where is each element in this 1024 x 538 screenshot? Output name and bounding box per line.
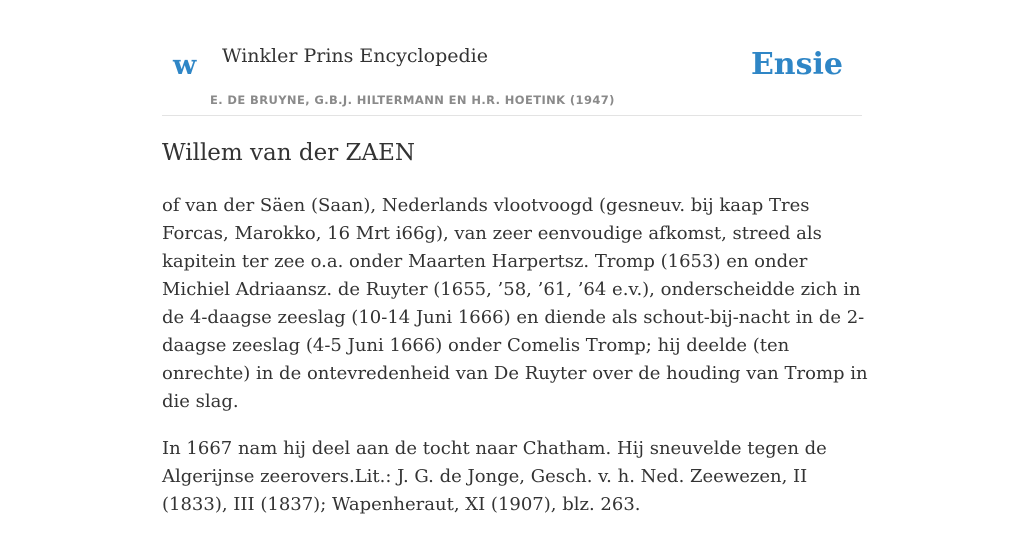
entry-paragraph: In 1667 nam hij deel aan de tocht naar Chatham. Hij sneuvelde tegen de Algerijnse zeerovers.Lit.: J. G. de Jonge, Gesch. v. h. Ned. Zeewezen, II (1833), III (1837); Wapenheraut, XI (1907), blz. 263. [162,438,827,515]
winkler-prins-logo-icon[interactable]: w [173,50,197,81]
ensie-brand-link[interactable]: Ensie [750,47,843,82]
entry-paragraph: of van der Säen (Saan), Nederlands vlootvoogd (gesneuv. bij kaap Tres Forcas, Marokko, 16 Mrt i66g), van zeer eenvoudige afkomst, streed als kapitein ter zee o.a. onder Maarten Harpertsz. Tromp (1653) en onder Michiel Adriaansz. de Ruyter (1655, ’58, ’61, ’64 e.v.), onderscheidde zich in de 4-daagse zeeslag (10-14 Juni 1666) en diende als schout-bij-nacht in de 2-daagse zeeslag (4-5 Juni 1666) onder Comelis Tromp; hij deelde (ten onrechte) in de ontevredenheid van De Ruyter over de houding van Tromp in die slag. [162,195,868,412]
page [162,0,868,515]
source-authors: E. DE BRUYNE, G.B.J. HILTERMANN EN H.R. HOETINK (1947) [210,93,615,107]
entry-title: Willem van der ZAEN [162,140,416,166]
source-title[interactable]: Winkler Prins Encyclopedie [222,45,488,67]
entry-body [162,192,868,538]
source-header [162,0,862,116]
